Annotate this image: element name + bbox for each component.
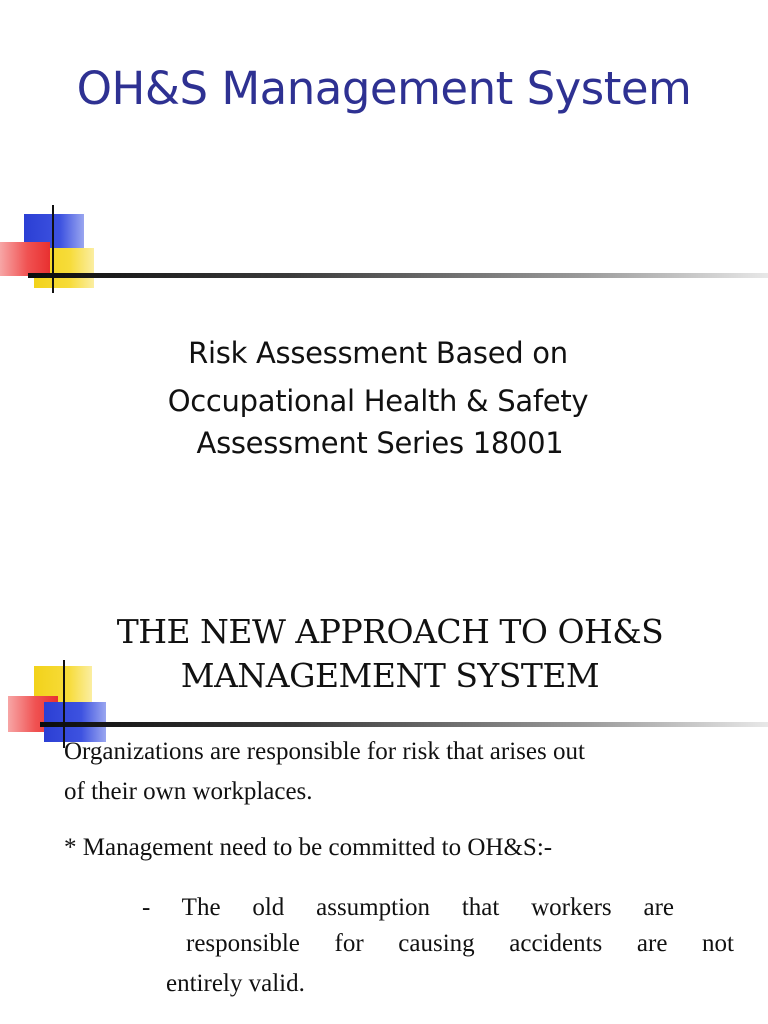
sub-bullet-line-2: responsible for causing accidents are not — [186, 930, 734, 957]
title-decoration — [0, 660, 768, 750]
slide-title: OH&S Management System — [76, 62, 692, 115]
sub-bullet-line-3: entirely valid. — [166, 970, 305, 997]
subtitle-line-2: Occupational Health & Safety — [167, 384, 589, 418]
vertical-rule — [52, 205, 54, 293]
slide-2 — [0, 512, 768, 1024]
paragraph-line-1: Organizations are responsible for risk that arises out — [64, 738, 585, 765]
subtitle-line-1: Risk Assessment Based on — [188, 336, 568, 370]
subtitle-line-3: Assessment Series 18001 — [196, 426, 564, 460]
vertical-rule — [63, 660, 65, 748]
title-decoration — [0, 200, 768, 300]
horizontal-rule — [28, 273, 768, 278]
red-square — [0, 242, 50, 276]
sub-bullet-line-1: - The old assumption that workers are — [142, 894, 674, 921]
horizontal-rule — [40, 722, 768, 727]
slide-title-line-2: MANAGEMENT SYSTEM — [180, 656, 600, 695]
paragraph-line-2: of their own workplaces. — [64, 778, 313, 805]
bullet-point: * Management need to be committed to OH&S:- — [64, 834, 553, 861]
slide-title-line-1: THE NEW APPROACH TO OH&S — [116, 612, 664, 651]
